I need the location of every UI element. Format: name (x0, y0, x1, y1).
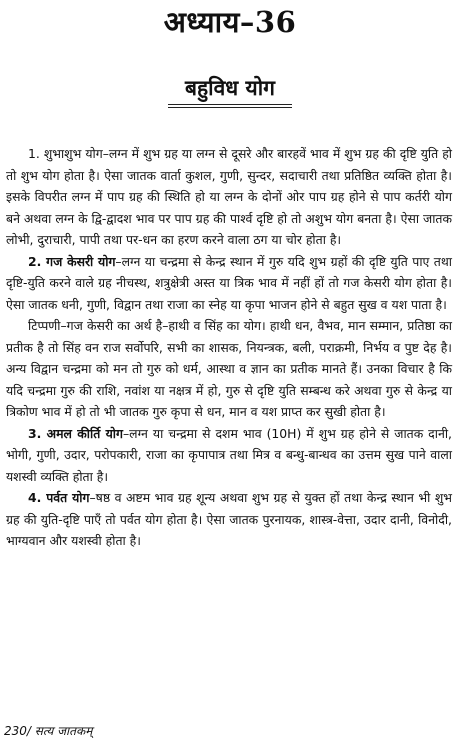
body-text (6, 143, 452, 552)
paragraph-gaj-kesari-yoga (6, 251, 452, 316)
book-title: सत्य जातकम् (34, 724, 93, 738)
yoga-heading: 4. पर्वत योग (28, 490, 90, 505)
title-underline-double (168, 107, 292, 108)
paragraph-text: –लग्न या चन्द्रमा से केन्द्र स्थान में गुरु यदि शुभ ग्रहों की दृष्टि युति पाए तथा दृष्टि-युति करने वाले ग्रह नीचस्थ, शत्रुक्षेत्री अस्त या त्रिक भाव में नहीं हों तो गज केसरी योग होता है। ऐसा जातक धनी, गुणी, विद्वान तथा राजा का स्नेह या कृपा भाजन होने से बहुत सुख व यश पाता है। (6, 253, 452, 312)
title-underline (168, 104, 292, 105)
paragraph-tippani-note (6, 315, 452, 423)
chapter-heading: अध्याय–36 (163, 5, 297, 39)
paragraph-text: –लग्न या चन्द्रमा से दशम भाव (10H) में शुभ ग्रह होने से जातक दानी, भोगी, गुणी, उदार, परोपकारी, राजा का कृपापात्र तथा मित्र व बन्धु-बान्धव का उत्तम सुख पाने वाला यशस्वी व्यक्ति होता है। (6, 425, 452, 484)
paragraph-text: टिप्पणी–गज केसरी का अर्थ है–हाथी व सिंह का योग। हाथी धन, वैभव, मान सम्मान, प्रतिष्ठा का प्रतीक है तो सिंह वन राज सर्वोपरि, सभी का शासक, नियन्त्रक, बली, पराक्रमी, निर्भय व पुष्ट देह है। अन्य विद्वान चन्द्रमा को मन तो गुरु को धर्म, आस्था व ज्ञान का प्रतीक मानते हैं। उनका विचार है कि यदि चन्द्रमा गुरु की राशि, नवांश या नक्षत्र में हो, गुरु से दृष्टि युति सम्बन्ध करे अथवा गुरु से केन्द्र या त्रिकोण भाव में हो तो भी जातक गुरु कृपा से धन, मान व यश प्राप्त कर सुखी होता है। (6, 318, 452, 419)
footer-separator: / (26, 724, 31, 738)
paragraph-text: 1. शुभाशुभ योग–लग्न में शुभ ग्रह या लग्न से दूसरे और बारहवें भाव में शुभ ग्रह की दृष्टि युति हो तो शुभ योग होता है। ऐसा जातक वार्ता कुशल, गुणी, सुन्दर, सदाचारी तथा प्रतिष्ठित व्यक्ति होता है। इसके विपरीत लग्न में पाप ग्रह की स्थिति हो या लग्न के दोनों ओर पाप ग्रह होने से पाप कर्तरी योग बने अथवा लग्न के द्वि-द्वादश भाव पर पाप ग्रह की पार्श्व दृष्टि हो तो अशुभ योग बनता है। ऐसा जातक लोभी, दुराचारी, पापी तथा पर-धन का हरण करने वाला ठग या चोर होता है। (6, 146, 452, 247)
section-title: बहुविध योग (185, 76, 275, 100)
paragraph-text: –षष्ठ व अष्टम भाव ग्रह शून्य अथवा शुभ ग्रह से युक्त हों तथा केन्द्र स्थान भी शुभ ग्रह की युति-दृष्टि पाएँ तो पर्वत योग होता है। ऐसा जातक पुरनायक, शास्त्र-वेत्ता, उदार दानी, विनोदी, भाग्यवान और यशस्वी होता है। (6, 490, 452, 548)
page-number: 230 (4, 724, 27, 738)
yoga-heading: 2. गज केसरी योग (28, 253, 116, 269)
yoga-heading: 3. अमल कीर्ति योग (28, 425, 123, 441)
page-footer (4, 722, 92, 739)
paragraph-amal-kirti-yoga (6, 423, 452, 488)
paragraph-shubhashubh-yoga (6, 143, 452, 251)
paragraph-parvat-yoga (6, 487, 452, 552)
